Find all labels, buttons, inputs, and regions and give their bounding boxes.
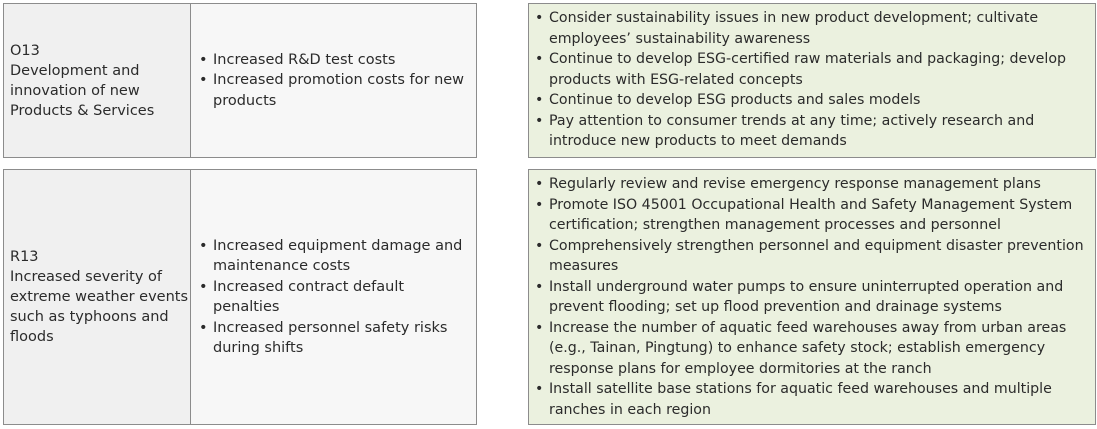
item-code: R13 bbox=[10, 249, 39, 265]
list-item: • Increased personnel safety risks during shifts bbox=[199, 318, 470, 359]
item-text bbox=[10, 247, 202, 347]
table-row-r13 bbox=[3, 169, 1096, 425]
impact-cell bbox=[190, 3, 477, 158]
list-item: • Pay attention to consumer trends at any time; actively research and introduce new products to meet demands bbox=[535, 111, 1085, 152]
list-item: • Promote ISO 45001 Occupational Health and Safety Management System certification; strengthen management processes and personnel bbox=[535, 195, 1085, 236]
item-label: Development and innovation of new Products & Services bbox=[10, 62, 155, 119]
list-item: • Increased contract default penalties bbox=[199, 277, 470, 318]
list-item: • Continue to develop ESG products and sales models bbox=[535, 90, 1085, 111]
impact-list bbox=[199, 50, 470, 112]
measures-cell bbox=[528, 169, 1096, 425]
impact-list bbox=[199, 236, 470, 359]
list-item: • Increased R&D test costs bbox=[199, 50, 470, 71]
table-row-o13 bbox=[3, 3, 1096, 158]
item-cell bbox=[3, 169, 209, 425]
measures-cell bbox=[528, 3, 1096, 158]
item-code: O13 bbox=[10, 42, 40, 59]
list-item: • Comprehensively strengthen personnel and equipment disaster prevention measures bbox=[535, 236, 1085, 277]
list-item: • Consider sustainability issues in new product development; cultivate employees’ sustainability awareness bbox=[535, 8, 1085, 49]
list-item: • Regularly review and revise emergency response management plans bbox=[535, 174, 1085, 195]
impact-cell bbox=[190, 169, 477, 425]
list-item: • Increased promotion costs for new products bbox=[199, 70, 470, 111]
list-item: • Install underground water pumps to ensure uninterrupted operation and prevent flooding; set up flood prevention and drainage systems bbox=[535, 277, 1085, 318]
list-item: • Increase the number of aquatic feed warehouses away from urban areas (e.g., Tainan, Pingtung) to enhance safety stock; establish emergency response plans for employee dormitories at the ranch bbox=[535, 318, 1085, 380]
list-item: • Install satellite base stations for aquatic feed warehouses and multiple ranches in each region bbox=[535, 379, 1085, 420]
measures-list bbox=[535, 8, 1085, 152]
list-item: • Increased equipment damage and maintenance costs bbox=[199, 236, 470, 277]
item-cell bbox=[3, 3, 209, 158]
item-text bbox=[10, 41, 202, 121]
list-item: • Continue to develop ESG-certified raw materials and packaging; develop products with ESG-related concepts bbox=[535, 49, 1085, 90]
item-label: Increased severity of extreme weather events such as typhoons and floods bbox=[10, 269, 189, 345]
measures-list bbox=[535, 174, 1085, 420]
